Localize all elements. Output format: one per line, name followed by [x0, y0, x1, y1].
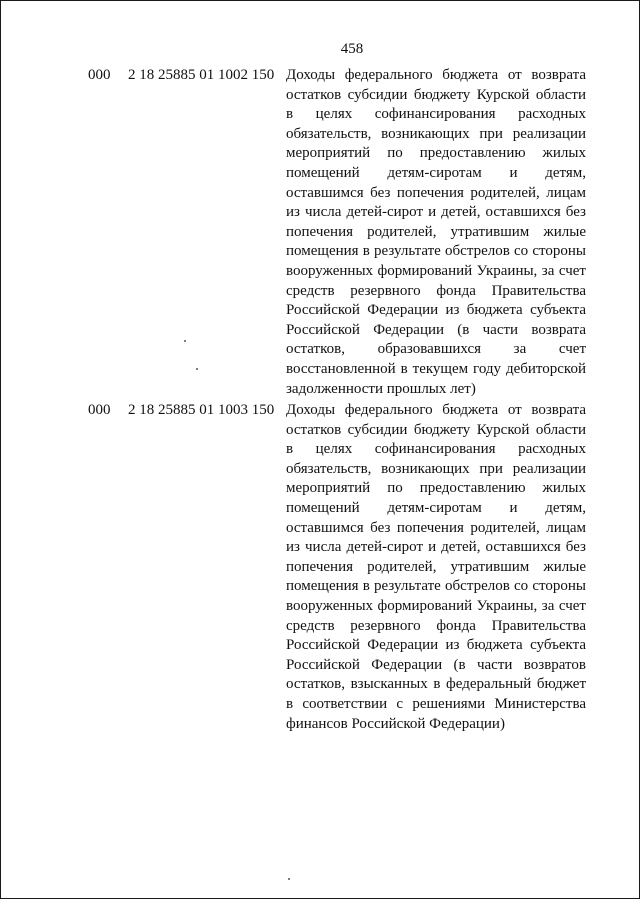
entry-description — [286, 401, 586, 734]
description-line: восстановленной в текущем году дебиторской — [286, 360, 586, 377]
description-line: Доходы федерального бюджета от возврата — [286, 402, 586, 418]
description-line: в соответствии с решениями Министерства — [286, 695, 586, 712]
description-line: остатков, образовавшихся за счет — [286, 341, 586, 358]
description-line: оставшимся без попечения родителей, лицам — [286, 519, 586, 536]
description-line: вооруженных формирований Украины, за счет — [286, 262, 586, 279]
description-line: задолженности прошлых лет) — [286, 380, 476, 397]
admin-code: 000 — [88, 67, 111, 83]
page-number: 458 — [340, 41, 364, 57]
description-line: обязательств, возникающих при реализации — [286, 460, 586, 477]
description-line: Российской Федерации (в части возврата — [286, 321, 586, 338]
description-line: средств резервного фонда Правительства — [286, 282, 586, 299]
description-line: остатков субсидии бюджету Курской области — [286, 86, 586, 103]
description-line: попечения родителей, утратившим жилые — [286, 558, 586, 575]
scan-speck — [184, 340, 186, 342]
description-line: помещения в результате обстрелов со стороны — [286, 243, 586, 260]
description-line: из числа детей-сирот и детей, оставшихся без — [286, 539, 586, 556]
description-line: Доходы федерального бюджета от возврата — [286, 67, 586, 83]
description-line: Российской Федерации (в части возвратов — [286, 656, 586, 673]
description-line: помещений детям-сиротам и детям, — [286, 499, 586, 516]
description-line: мероприятий по предоставлению жилых — [286, 145, 586, 162]
description-line: средств резервного фонда Правительства — [286, 617, 586, 634]
description-line: в целях софинансирования расходных — [286, 106, 586, 123]
description-line: финансов Российской Федерации) — [286, 715, 505, 732]
scan-speck — [196, 368, 198, 370]
description-line: остатков, взысканных в федеральный бюджет — [286, 676, 586, 693]
entry-description — [286, 66, 586, 399]
description-line: Российской Федерации из бюджета субъекта — [286, 302, 586, 319]
description-line: мероприятий по предоставлению жилых — [286, 480, 586, 497]
budget-classification-code: 2 18 25885 01 1003 150 — [128, 402, 275, 418]
description-line: попечения родителей, утратившим жилые — [286, 223, 586, 240]
description-line: помещения в результате обстрелов со стороны — [286, 578, 586, 595]
description-line: Российской Федерации из бюджета субъекта — [286, 637, 586, 654]
description-line: вооруженных формирований Украины, за счет — [286, 597, 586, 614]
scan-speck — [288, 878, 290, 880]
description-line: обязательств, возникающих при реализации — [286, 125, 586, 142]
admin-code: 000 — [88, 402, 111, 418]
budget-classification-code: 2 18 25885 01 1002 150 — [128, 67, 275, 83]
description-line: помещений детям-сиротам и детям, — [286, 164, 586, 181]
description-line: в целях софинансирования расходных — [286, 441, 586, 458]
description-line: оставшимся без попечения родителей, лицам — [286, 184, 586, 201]
description-line: остатков субсидии бюджету Курской области — [286, 421, 586, 438]
description-line: из числа детей-сирот и детей, оставшихся без — [286, 204, 586, 221]
